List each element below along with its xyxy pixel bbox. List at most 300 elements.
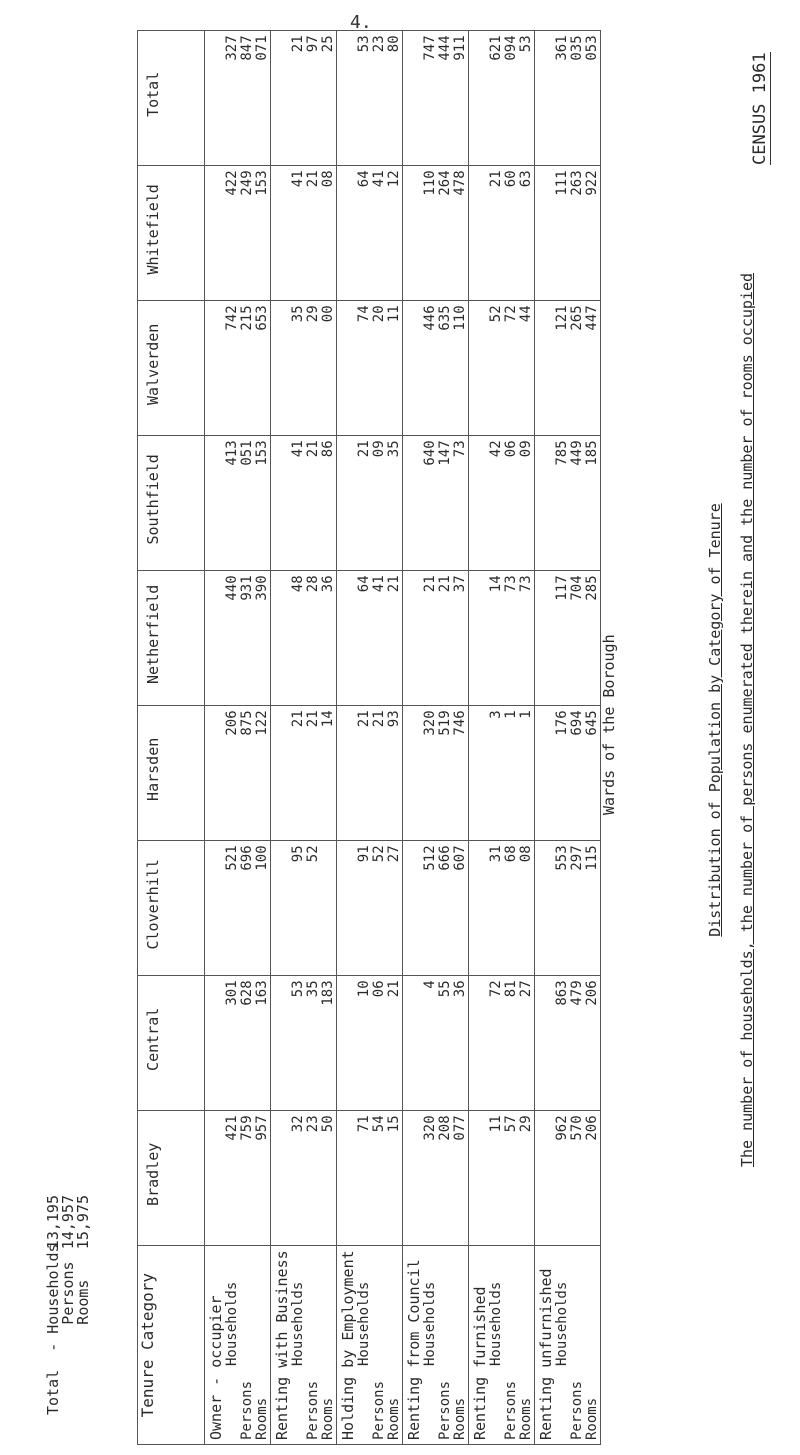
row-sublabel: Rooms <box>254 1397 270 1440</box>
value-stack <box>271 305 336 431</box>
value-line: 41 <box>371 575 387 593</box>
value-line: 077 <box>452 1115 468 1141</box>
value-line: 447 <box>584 305 600 331</box>
value-line: 36 <box>452 980 468 998</box>
grand-total-value: 15,975 <box>74 1195 92 1250</box>
value-stack <box>337 845 402 971</box>
ward-name: Whitefield <box>144 184 162 275</box>
value-stack <box>205 35 270 161</box>
value-line: 121 <box>554 305 570 331</box>
value-line: 73 <box>452 440 468 458</box>
ward-header <box>138 571 205 706</box>
value-stack <box>271 845 321 971</box>
category-label-cell <box>271 1246 337 1445</box>
value-line: 297 <box>569 845 585 871</box>
row-sublabel: Persons <box>503 1380 519 1440</box>
value-stack <box>271 980 336 1106</box>
value-line: 23 <box>371 35 387 53</box>
value-line: 09 <box>371 440 387 458</box>
grand-total-value: 13,195 <box>44 1195 62 1250</box>
value-stack <box>337 170 402 296</box>
row-sublabel: Households <box>224 1281 240 1366</box>
header-row <box>138 31 205 1445</box>
value-cell <box>403 841 469 976</box>
row-sublabel: Persons <box>437 1380 453 1440</box>
value-line: 265 <box>569 305 585 331</box>
category-label-cell <box>469 1246 535 1445</box>
value-stack <box>403 305 468 431</box>
value-line: 163 <box>254 980 270 1006</box>
value-stack <box>337 1115 402 1241</box>
row-sublabel: Rooms <box>584 1397 600 1440</box>
value-line: 645 <box>584 710 600 736</box>
page-number: 4. <box>350 12 372 33</box>
category-row <box>337 31 403 1445</box>
value-line: 32 <box>290 1115 306 1133</box>
value-line: 50 <box>320 1115 336 1133</box>
value-line: 742 <box>224 305 240 331</box>
value-line: 21 <box>305 170 321 188</box>
value-line: 08 <box>320 170 336 188</box>
value-stack <box>535 1115 600 1241</box>
value-line: 48 <box>290 575 306 593</box>
grand-total-row <box>59 1195 77 1415</box>
value-line: 91 <box>356 845 372 863</box>
value-line: 421 <box>224 1115 240 1141</box>
category-sublabels <box>225 1250 270 1440</box>
value-line: 911 <box>452 35 468 61</box>
value-cell <box>271 706 337 841</box>
value-line: 42 <box>488 440 504 458</box>
value-stack <box>535 980 600 1106</box>
value-line: 607 <box>452 845 468 871</box>
value-cell <box>403 976 469 1111</box>
value-line: 863 <box>554 980 570 1006</box>
value-stack <box>205 440 270 566</box>
grand-total-row <box>44 1195 62 1415</box>
value-stack <box>403 575 468 701</box>
grand-total-label: Rooms <box>74 1279 92 1415</box>
row-sublabel: Households <box>554 1281 570 1366</box>
value-line: 390 <box>254 575 270 601</box>
value-cell <box>403 706 469 841</box>
value-line: 422 <box>224 170 240 196</box>
value-stack <box>403 170 468 296</box>
grand-total-label: Persons <box>59 1261 77 1415</box>
value-stack <box>337 980 402 1106</box>
value-cell <box>271 976 337 1111</box>
value-line: 446 <box>422 305 438 331</box>
category-label: Renting from Council <box>405 1259 423 1440</box>
value-line: 696 <box>239 845 255 871</box>
value-cell <box>403 436 469 571</box>
value-line: 52 <box>371 845 387 863</box>
category-label: Renting with Business <box>273 1250 291 1440</box>
ward-name: Central <box>144 1007 162 1071</box>
value-cell <box>271 166 337 301</box>
category-sublabels <box>357 1250 402 1440</box>
value-stack <box>535 305 600 431</box>
value-line: 29 <box>305 305 321 323</box>
value-cell <box>337 166 403 301</box>
value-stack <box>205 980 270 1106</box>
grand-total <box>44 1195 92 1415</box>
value-line: 621 <box>488 35 504 61</box>
value-cell <box>535 1111 601 1246</box>
value-line: 93 <box>386 710 402 728</box>
category-sublabels <box>291 1250 336 1440</box>
value-line: 29 <box>518 1115 534 1133</box>
value-cell <box>535 301 601 436</box>
value-cell <box>337 706 403 841</box>
ward-name: Bradley <box>144 1142 162 1206</box>
value-line: 704 <box>569 575 585 601</box>
category-row <box>469 31 535 1445</box>
value-stack <box>205 710 270 836</box>
value-line: 847 <box>239 35 255 61</box>
value-line: 640 <box>422 440 438 466</box>
value-cell <box>205 31 271 166</box>
value-cell <box>469 1111 535 1246</box>
category-sublabels <box>489 1250 534 1440</box>
value-cell <box>469 706 535 841</box>
value-line: 21 <box>290 710 306 728</box>
value-stack <box>469 575 534 701</box>
value-stack <box>403 1115 468 1241</box>
value-line: 110 <box>422 170 438 196</box>
value-stack <box>469 980 534 1106</box>
value-stack <box>469 305 534 431</box>
value-line: 264 <box>437 170 453 196</box>
value-line: 73 <box>518 575 534 593</box>
category-sublabels <box>423 1250 468 1440</box>
value-line: 72 <box>503 305 519 323</box>
value-line: 06 <box>371 980 387 998</box>
value-line: 27 <box>518 980 534 998</box>
value-line: 206 <box>584 980 600 1006</box>
tenure-header: Tenure Category <box>138 1246 205 1445</box>
value-stack <box>205 1115 270 1241</box>
value-line: 117 <box>554 575 570 601</box>
value-line: 52 <box>305 845 321 863</box>
value-line: 512 <box>422 845 438 871</box>
value-line: 931 <box>239 575 255 601</box>
value-line: 53 <box>290 980 306 998</box>
value-cell <box>205 571 271 706</box>
row-sublabel: Rooms <box>518 1397 534 1440</box>
value-line: 35 <box>305 980 321 998</box>
value-cell <box>205 976 271 1111</box>
value-line: 413 <box>224 440 240 466</box>
title-line-2: The number of households, the number of persons enumerated therein and the number of rooms occupied <box>738 272 756 1168</box>
value-stack <box>403 440 468 566</box>
value-cell <box>205 301 271 436</box>
category-label-cell <box>403 1246 469 1445</box>
value-line: 57 <box>503 1115 519 1133</box>
value-cell <box>337 436 403 571</box>
grand-total-label: Total - Households <box>44 1243 62 1415</box>
value-cell <box>403 166 469 301</box>
value-line: 176 <box>554 710 570 736</box>
value-line: 553 <box>554 845 570 871</box>
value-line: 54 <box>371 1115 387 1133</box>
value-cell <box>337 571 403 706</box>
value-line: 21 <box>290 35 306 53</box>
value-cell <box>535 31 601 166</box>
value-cell <box>535 436 601 571</box>
value-line: 21 <box>371 710 387 728</box>
value-cell <box>535 571 601 706</box>
row-sublabel: Households <box>356 1281 372 1366</box>
value-line: 37 <box>452 575 468 593</box>
row-sublabel: Persons <box>239 1380 255 1440</box>
ward-header <box>138 301 205 436</box>
value-stack <box>337 35 402 161</box>
value-cell <box>469 31 535 166</box>
value-line: 00 <box>320 305 336 323</box>
title-line-1: Distribution of Population by Category of Tenure <box>706 503 724 937</box>
value-line: 922 <box>584 170 600 196</box>
value-stack <box>205 845 270 971</box>
tenure-table <box>137 30 601 1445</box>
value-line: 14 <box>320 710 336 728</box>
value-line: 440 <box>224 575 240 601</box>
value-line: 051 <box>239 440 255 466</box>
value-stack <box>469 440 534 566</box>
row-sublabel: Rooms <box>320 1397 336 1440</box>
wards-caption: Wards of the Borough <box>600 634 618 815</box>
value-line: 962 <box>554 1115 570 1141</box>
value-line: 20 <box>371 305 387 323</box>
value-line: 52 <box>488 305 504 323</box>
category-label: Renting furnished <box>471 1286 489 1440</box>
category-row <box>403 31 469 1445</box>
category-label-cell <box>337 1246 403 1445</box>
value-line: 035 <box>569 35 585 61</box>
value-cell <box>535 706 601 841</box>
value-line: 249 <box>239 170 255 196</box>
value-cell <box>271 1111 337 1246</box>
value-stack <box>271 710 336 836</box>
value-line: 747 <box>422 35 438 61</box>
value-stack <box>535 170 600 296</box>
value-line: 06 <box>503 440 519 458</box>
value-line: 215 <box>239 305 255 331</box>
ward-name: Cloverhill <box>144 859 162 950</box>
value-stack <box>469 845 534 971</box>
value-line: 635 <box>437 305 453 331</box>
value-line: 478 <box>452 170 468 196</box>
value-cell <box>337 31 403 166</box>
row-sublabel: Households <box>422 1281 438 1366</box>
value-line: 361 <box>554 35 570 61</box>
value-stack <box>271 170 336 296</box>
value-line: 122 <box>254 710 270 736</box>
value-stack <box>535 845 600 971</box>
row-sublabel: Households <box>488 1281 504 1366</box>
value-line: 53 <box>356 35 372 53</box>
value-cell <box>535 841 601 976</box>
row-sublabel: Rooms <box>386 1397 402 1440</box>
value-stack <box>205 575 270 701</box>
value-stack <box>271 1115 336 1241</box>
value-line: 327 <box>224 35 240 61</box>
ward-header <box>138 976 205 1111</box>
category-row <box>205 31 271 1445</box>
value-line: 153 <box>254 170 270 196</box>
value-line: 55 <box>437 980 453 998</box>
value-line: 74 <box>356 305 372 323</box>
value-cell <box>205 1111 271 1246</box>
value-line: 31 <box>488 845 504 863</box>
value-line: 759 <box>239 1115 255 1141</box>
grand-total-row <box>74 1195 92 1415</box>
value-line: 64 <box>356 575 372 593</box>
value-stack <box>337 305 402 431</box>
value-line: 08 <box>518 845 534 863</box>
value-line: 21 <box>488 170 504 188</box>
value-stack <box>337 575 402 701</box>
value-cell <box>337 841 403 976</box>
value-line: 1 <box>503 710 519 719</box>
value-cell <box>271 31 337 166</box>
value-line: 301 <box>224 980 240 1006</box>
value-line: 86 <box>320 440 336 458</box>
value-cell <box>271 841 337 976</box>
value-line: 63 <box>518 170 534 188</box>
value-cell <box>205 436 271 571</box>
value-line: 41 <box>371 170 387 188</box>
value-line: 521 <box>224 845 240 871</box>
value-line: 11 <box>386 305 402 323</box>
value-cell <box>403 571 469 706</box>
value-line: 444 <box>437 35 453 61</box>
value-stack <box>403 980 468 1106</box>
category-label: Renting unfurnished <box>537 1268 555 1440</box>
value-stack <box>469 710 534 836</box>
value-line: 14 <box>488 575 504 593</box>
ward-header <box>138 31 205 166</box>
category-row <box>271 31 337 1445</box>
value-cell <box>205 166 271 301</box>
value-line: 41 <box>290 170 306 188</box>
value-line: 41 <box>290 440 306 458</box>
value-cell <box>469 301 535 436</box>
value-stack <box>535 440 600 566</box>
value-line: 21 <box>305 710 321 728</box>
value-line: 21 <box>356 710 372 728</box>
value-line: 23 <box>305 1115 321 1133</box>
ward-name: Walverden <box>144 323 162 405</box>
value-cell <box>337 301 403 436</box>
value-line: 09 <box>518 440 534 458</box>
value-stack <box>271 440 336 566</box>
value-cell <box>469 571 535 706</box>
value-line: 570 <box>569 1115 585 1141</box>
value-line: 153 <box>254 440 270 466</box>
value-line: 628 <box>239 980 255 1006</box>
category-sublabels <box>555 1250 600 1440</box>
value-cell <box>205 841 271 976</box>
value-line: 653 <box>254 305 270 331</box>
ward-header <box>138 436 205 571</box>
ward-header <box>138 1111 205 1246</box>
value-line: 4 <box>422 980 438 989</box>
value-line: 053 <box>584 35 600 61</box>
value-line: 53 <box>518 35 534 53</box>
value-cell <box>403 31 469 166</box>
value-line: 21 <box>305 440 321 458</box>
ward-header <box>138 841 205 976</box>
ward-name: Netherfield <box>144 584 162 685</box>
value-line: 479 <box>569 980 585 1006</box>
ward-name: Southfield <box>144 454 162 545</box>
value-line: 110 <box>452 305 468 331</box>
value-line: 094 <box>503 35 519 61</box>
value-line: 147 <box>437 440 453 466</box>
value-line: 28 <box>305 575 321 593</box>
value-line: 97 <box>305 35 321 53</box>
ward-name: Total <box>144 71 162 117</box>
value-cell <box>403 301 469 436</box>
value-cell <box>469 166 535 301</box>
value-line: 35 <box>290 305 306 323</box>
value-cell <box>403 1111 469 1246</box>
value-line: 206 <box>584 1115 600 1141</box>
value-stack <box>205 170 270 296</box>
value-stack <box>403 710 468 836</box>
value-line: 519 <box>437 710 453 736</box>
value-line: 44 <box>518 305 534 323</box>
value-line: 694 <box>569 710 585 736</box>
value-line: 3 <box>488 710 504 719</box>
value-line: 60 <box>503 170 519 188</box>
value-line: 320 <box>422 1115 438 1141</box>
value-line: 27 <box>386 845 402 863</box>
row-sublabel: Households <box>290 1281 306 1366</box>
value-line: 95 <box>290 845 306 863</box>
value-line: 25 <box>320 35 336 53</box>
value-cell <box>535 976 601 1111</box>
value-cell <box>337 1111 403 1246</box>
row-sublabel: Persons <box>305 1380 321 1440</box>
value-cell <box>271 301 337 436</box>
value-cell <box>535 166 601 301</box>
value-stack <box>271 575 336 701</box>
value-line: 11 <box>488 1115 504 1133</box>
value-cell <box>271 571 337 706</box>
row-sublabel: Persons <box>569 1380 585 1440</box>
value-line: 71 <box>356 1115 372 1133</box>
value-line: 320 <box>422 710 438 736</box>
value-line: 64 <box>356 170 372 188</box>
value-line: 449 <box>569 440 585 466</box>
value-stack <box>535 575 600 701</box>
value-line: 12 <box>386 170 402 188</box>
value-line: 285 <box>584 575 600 601</box>
ward-header <box>138 706 205 841</box>
value-line: 21 <box>422 575 438 593</box>
category-label-cell <box>535 1246 601 1445</box>
value-line: 115 <box>584 845 600 871</box>
value-stack <box>271 35 336 161</box>
value-line: 73 <box>503 575 519 593</box>
value-line: 15 <box>386 1115 402 1133</box>
value-stack <box>469 170 534 296</box>
value-stack <box>535 710 600 836</box>
value-cell <box>271 436 337 571</box>
value-stack <box>403 35 468 161</box>
